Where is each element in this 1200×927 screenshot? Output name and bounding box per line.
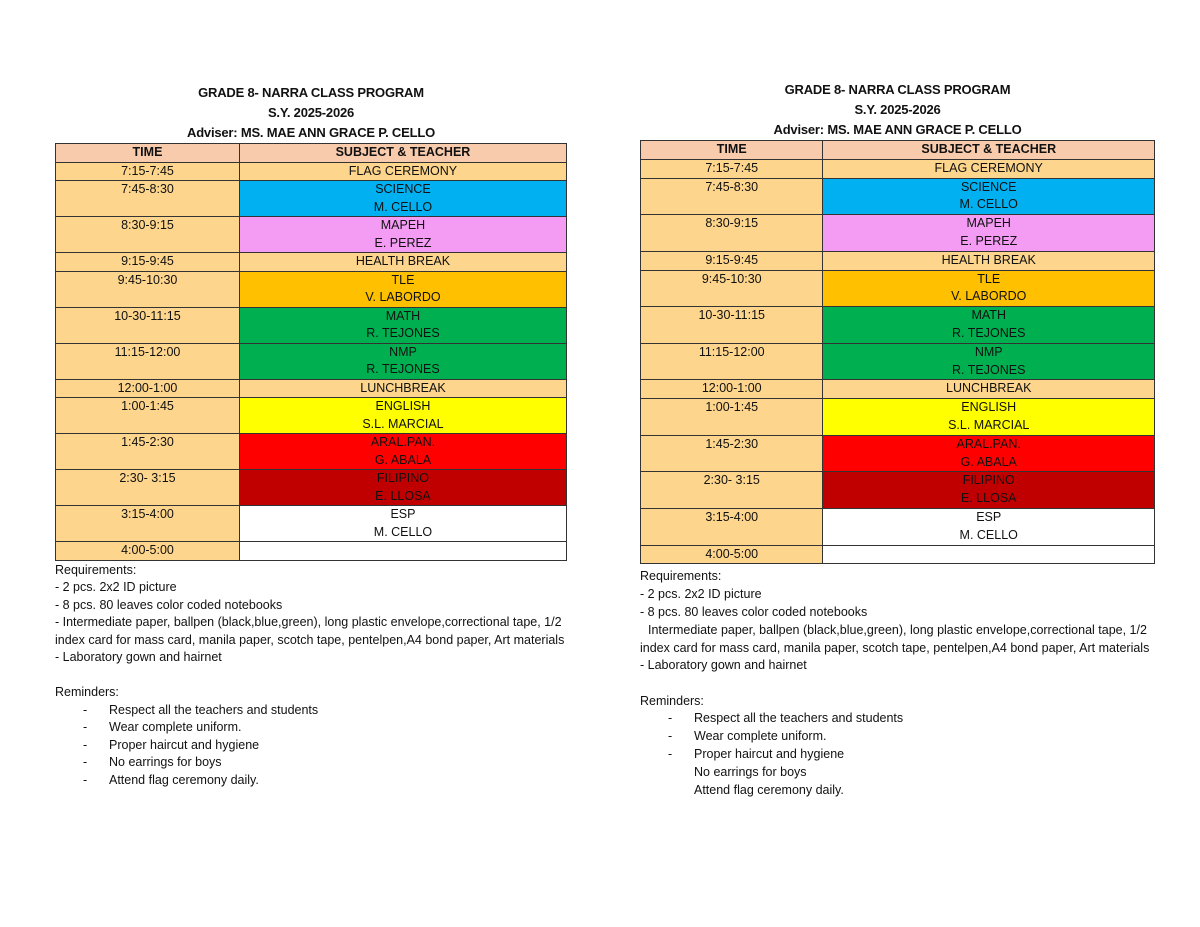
subject-name: HEALTH BREAK bbox=[355, 254, 451, 268]
subject-cell bbox=[239, 181, 566, 217]
subject-cell bbox=[823, 178, 1155, 215]
reminder-item: - Respect all the teachers and students bbox=[668, 711, 904, 726]
requirement-item: - Laboratory gown and hairnet bbox=[55, 650, 222, 664]
schedule-body bbox=[56, 162, 567, 560]
time-cell: 1:00-1:45 bbox=[56, 398, 240, 434]
subject-name: NMP bbox=[974, 344, 1003, 359]
reminder-item: - No earrings for boys bbox=[83, 755, 222, 769]
subject-name: FILIPINO bbox=[962, 473, 1015, 488]
subject-name: ESP bbox=[976, 509, 1002, 524]
time-cell: 7:15-7:45 bbox=[56, 162, 240, 181]
time-cell: 11:15-12:00 bbox=[641, 343, 823, 380]
subject-cell bbox=[239, 217, 566, 253]
time-cell: 9:15-9:45 bbox=[641, 251, 823, 270]
subject-cell bbox=[823, 251, 1155, 270]
teacher-name: M. CELLO bbox=[959, 527, 1018, 542]
time-cell: 1:00-1:45 bbox=[641, 399, 823, 436]
requirement-item: - 8 pcs. 80 leaves color coded notebooks bbox=[55, 597, 283, 612]
table-row bbox=[56, 217, 567, 253]
time-cell: 8:30-9:15 bbox=[56, 217, 240, 253]
school-year: S.Y. 2025-2026 bbox=[267, 105, 355, 120]
adviser: Adviser: MS. MAE ANN GRACE P. CELLO bbox=[773, 122, 1022, 137]
subject-cell bbox=[823, 380, 1155, 399]
time-cell: 2:30- 3:15 bbox=[56, 470, 240, 506]
subject-cell bbox=[239, 506, 566, 542]
reminder-item: - Attend flag ceremony daily. bbox=[83, 772, 259, 787]
time-cell: 3:15-4:00 bbox=[56, 506, 240, 542]
reminder-item: - Wear complete uniform. bbox=[668, 729, 827, 744]
subject-name: MAPEH bbox=[966, 216, 1011, 231]
table-row bbox=[641, 380, 1155, 399]
subject-name: ARAL.PAN. bbox=[370, 435, 436, 449]
time-cell: 7:45-8:30 bbox=[641, 178, 823, 215]
subject-cell bbox=[239, 398, 566, 434]
subject-cell bbox=[823, 399, 1155, 436]
requirement-item: - 2 pcs. 2x2 ID picture bbox=[640, 587, 762, 602]
subject-cell bbox=[823, 508, 1155, 545]
table-row bbox=[56, 542, 567, 561]
time-cell: 7:15-7:45 bbox=[641, 159, 823, 178]
table-row bbox=[56, 434, 567, 470]
col-subject-header: SUBJECT & TEACHER bbox=[239, 144, 566, 163]
subject-name: SCIENCE bbox=[960, 179, 1017, 194]
table-row bbox=[56, 398, 567, 434]
time-cell: 10-30-11:15 bbox=[641, 307, 823, 344]
subject-name: TLE bbox=[977, 271, 1001, 286]
teacher-name: R. TEJONES bbox=[952, 325, 1026, 340]
table-row bbox=[56, 470, 567, 506]
table-row bbox=[56, 343, 567, 379]
reminder-item: - Wear complete uniform. bbox=[83, 720, 242, 734]
table-row bbox=[641, 508, 1155, 545]
time-cell: 7:45-8:30 bbox=[56, 181, 240, 217]
table-row bbox=[56, 506, 567, 542]
subject-name: FLAG CEREMONY bbox=[348, 163, 458, 178]
subject-cell bbox=[823, 159, 1155, 178]
subject-name: ENGLISH bbox=[961, 400, 1017, 415]
subject-name: ARAL.PAN. bbox=[956, 436, 1021, 451]
table-row bbox=[56, 162, 567, 181]
teacher-name: M. CELLO bbox=[959, 197, 1018, 212]
subject-cell bbox=[239, 162, 566, 181]
reminder-item: Attend flag ceremony daily. bbox=[694, 782, 844, 797]
subject-cell bbox=[239, 271, 566, 307]
reminder-item: No earrings for boys bbox=[694, 764, 807, 779]
time-cell: 12:00-1:00 bbox=[56, 379, 240, 398]
teacher-name: G. ABALA bbox=[960, 454, 1017, 469]
table-row bbox=[641, 435, 1155, 472]
requirements-section bbox=[55, 562, 567, 790]
schedule-table bbox=[640, 140, 1155, 564]
col-subject-header: SUBJECT & TEACHER bbox=[823, 141, 1155, 160]
time-cell: 4:00-5:00 bbox=[641, 545, 823, 564]
requirement-item: - 2 pcs. 2x2 ID picture bbox=[55, 580, 177, 594]
subject-name: LUNCHBREAK bbox=[946, 381, 1032, 396]
subject-name: ENGLISH bbox=[375, 399, 431, 413]
col-time-header: TIME bbox=[56, 144, 240, 163]
subject-name: HEALTH BREAK bbox=[941, 252, 1036, 267]
subject-cell bbox=[823, 270, 1155, 307]
table-row bbox=[641, 399, 1155, 436]
teacher-name: E. LLOSA bbox=[375, 488, 431, 503]
subject-name bbox=[240, 542, 566, 560]
subject-name: MAPEH bbox=[380, 218, 426, 232]
subject-cell bbox=[823, 545, 1155, 564]
time-cell: 8:30-9:15 bbox=[641, 215, 823, 252]
table-row bbox=[641, 307, 1155, 344]
time-cell: 9:45-10:30 bbox=[641, 270, 823, 307]
time-cell: 12:00-1:00 bbox=[641, 380, 823, 399]
requirement-item: - Intermediate paper, ballpen (black,blue,green), long plastic envelope,correctional tape, 1/2 index card for mass card, manila paper, scotch tape, pentelpen,A4 bond paper, Art materials bbox=[55, 615, 565, 647]
teacher-name: E. PEREZ bbox=[960, 233, 1018, 248]
subject-cell bbox=[239, 379, 566, 398]
program-title: GRADE 8- NARRA CLASS PROGRAM bbox=[198, 85, 424, 100]
table-row bbox=[56, 253, 567, 272]
time-cell: 9:15-9:45 bbox=[56, 253, 240, 272]
time-cell: 2:30- 3:15 bbox=[641, 472, 823, 509]
teacher-name: R. TEJONES bbox=[366, 362, 440, 376]
subject-cell bbox=[823, 215, 1155, 252]
teacher-name: E. LLOSA bbox=[960, 491, 1017, 506]
table-row bbox=[641, 178, 1155, 215]
table-header-row bbox=[56, 144, 567, 163]
class-program-right bbox=[640, 80, 1155, 799]
time-cell: 1:45-2:30 bbox=[641, 435, 823, 472]
subject-name: ESP bbox=[390, 507, 416, 521]
teacher-name: E. PEREZ bbox=[374, 235, 432, 250]
subject-name: NMP bbox=[389, 344, 417, 359]
subject-name: SCIENCE bbox=[375, 182, 431, 196]
table-row bbox=[641, 159, 1155, 178]
teacher-name: G. ABALA bbox=[374, 452, 432, 467]
subject-name: FILIPINO bbox=[376, 471, 430, 485]
table-row bbox=[641, 215, 1155, 252]
requirement-item: - 8 pcs. 80 leaves color coded notebooks bbox=[640, 604, 868, 619]
table-row bbox=[56, 307, 567, 343]
teacher-name: M. CELLO bbox=[373, 199, 433, 214]
reminder-item: - Respect all the teachers and students bbox=[83, 702, 319, 717]
table-row bbox=[641, 270, 1155, 307]
table-row bbox=[641, 472, 1155, 509]
subject-cell bbox=[239, 307, 566, 343]
subject-cell bbox=[239, 253, 566, 272]
program-title: GRADE 8- NARRA CLASS PROGRAM bbox=[784, 82, 1011, 97]
time-cell: 11:15-12:00 bbox=[56, 343, 240, 379]
teacher-name: R. TEJONES bbox=[952, 362, 1026, 377]
reminder-item: - Proper haircut and hygiene bbox=[83, 737, 260, 752]
reminders-heading: Reminders: bbox=[640, 693, 704, 708]
subject-cell bbox=[823, 343, 1155, 380]
subject-cell bbox=[239, 470, 566, 506]
teacher-name: M. CELLO bbox=[373, 524, 433, 539]
reminder-item: - Proper haircut and hygiene bbox=[668, 747, 845, 761]
requirement-item: Intermediate paper, ballpen (black,blue,green), long plastic envelope,correctional tape, 1/2 index card for mass card, manila paper, scotch tape, pentelpen,A4 bond paper, Art materials bbox=[640, 622, 1150, 655]
table-header-row bbox=[641, 141, 1155, 160]
subject-name: TLE bbox=[391, 272, 415, 287]
table-row bbox=[641, 251, 1155, 270]
col-time-header: TIME bbox=[641, 141, 823, 160]
table-row bbox=[56, 181, 567, 217]
requirements-section bbox=[640, 568, 1155, 799]
subject-name: MATH bbox=[385, 308, 421, 323]
teacher-name: R. TEJONES bbox=[366, 326, 440, 340]
schedule-body bbox=[641, 159, 1155, 564]
subject-cell bbox=[823, 307, 1155, 344]
reminders-heading: Reminders: bbox=[55, 685, 119, 699]
teacher-name: V. LABORDO bbox=[365, 290, 441, 304]
subject-cell bbox=[823, 435, 1155, 472]
teacher-name: V. LABORDO bbox=[951, 289, 1027, 304]
teacher-name: S.L. MARCIAL bbox=[948, 417, 1030, 432]
time-cell: 4:00-5:00 bbox=[56, 542, 240, 561]
class-program-left bbox=[55, 83, 567, 789]
requirements-heading: Requirements: bbox=[640, 569, 722, 584]
teacher-name: S.L. MARCIAL bbox=[362, 416, 444, 431]
subject-cell bbox=[239, 434, 566, 470]
subject-cell bbox=[239, 343, 566, 379]
adviser: Adviser: MS. MAE ANN GRACE P. CELLO bbox=[187, 125, 435, 140]
table-row bbox=[56, 379, 567, 398]
time-cell: 9:45-10:30 bbox=[56, 271, 240, 307]
schedule-table bbox=[55, 143, 567, 561]
time-cell: 10-30-11:15 bbox=[56, 307, 240, 343]
school-year: S.Y. 2025-2026 bbox=[854, 102, 941, 117]
table-row bbox=[641, 343, 1155, 380]
requirements-heading: Requirements: bbox=[55, 562, 137, 577]
subject-name: MATH bbox=[971, 308, 1006, 323]
time-cell: 1:45-2:30 bbox=[56, 434, 240, 470]
subject-cell bbox=[823, 472, 1155, 509]
subject-name: FLAG CEREMONY bbox=[934, 160, 1043, 175]
subject-cell bbox=[239, 542, 566, 561]
requirement-item: - Laboratory gown and hairnet bbox=[640, 658, 807, 673]
table-row bbox=[56, 271, 567, 307]
subject-name bbox=[823, 546, 1154, 564]
subject-name: LUNCHBREAK bbox=[360, 380, 446, 395]
table-row bbox=[641, 545, 1155, 564]
time-cell: 3:15-4:00 bbox=[641, 508, 823, 545]
